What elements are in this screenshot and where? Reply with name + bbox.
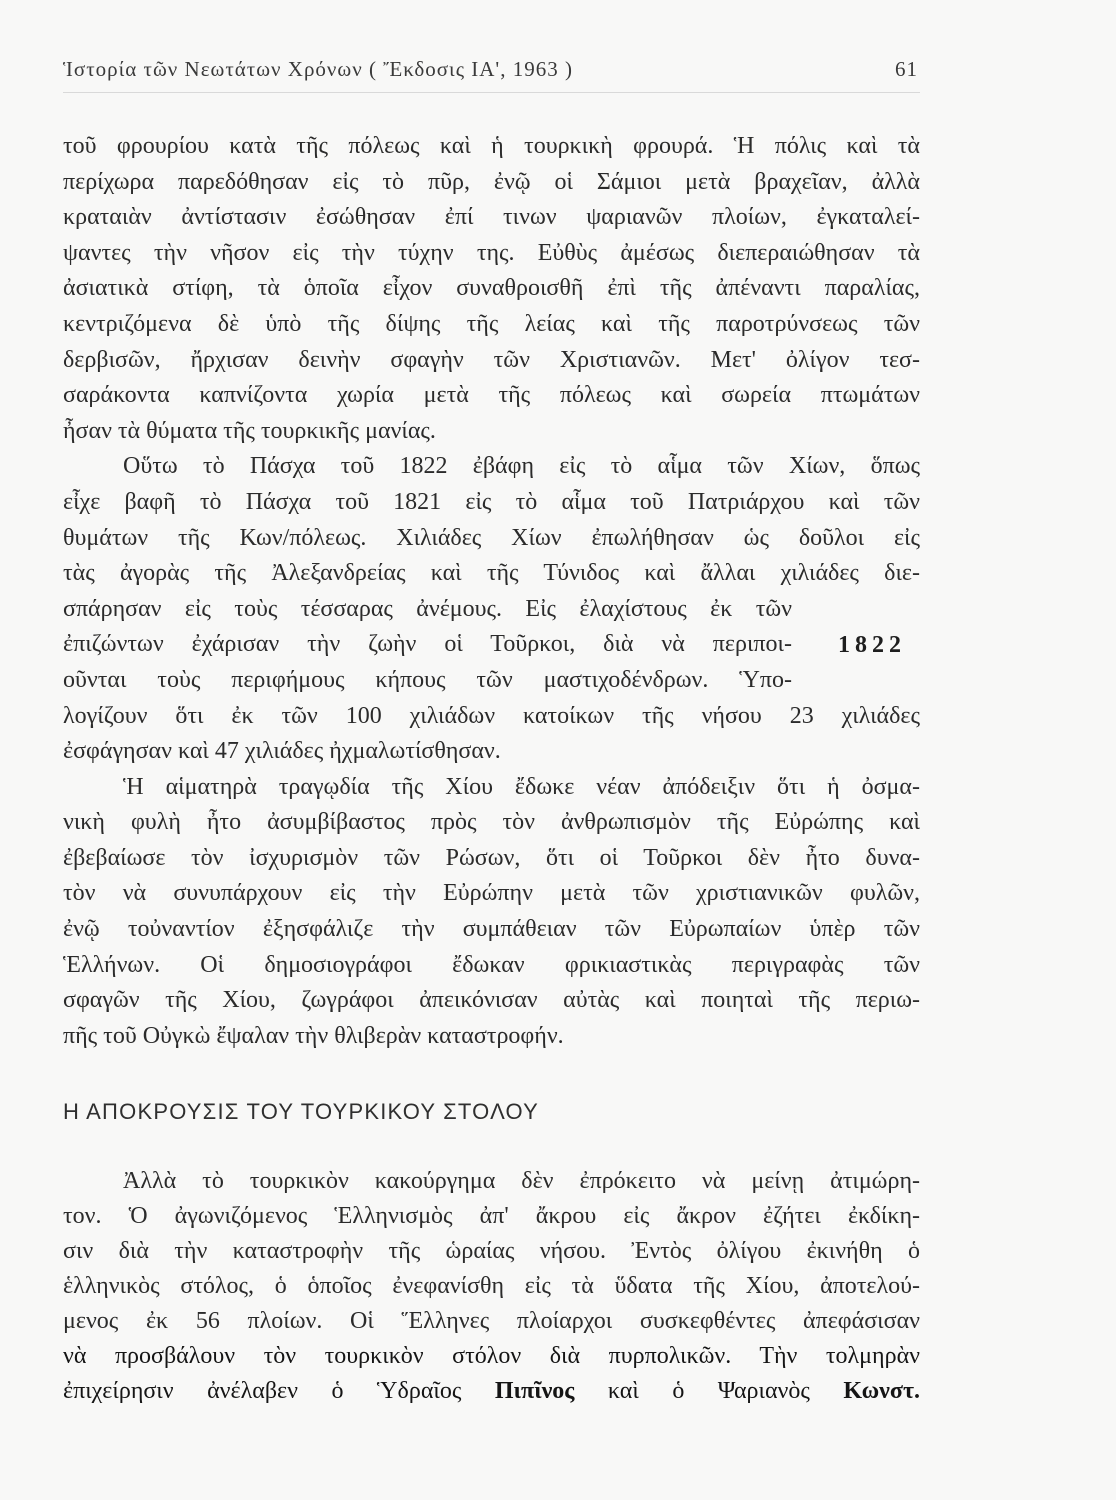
text-line: σφαγῶν τῆς Χίου, ζωγράφοι ἀπεικόνισαν αὐτὰς καὶ ποιηταὶ τῆς περιω- <box>63 987 920 1014</box>
line-middle-text: καὶ ὁ Ψαριανὸς <box>574 1378 844 1404</box>
page-number: 61 <box>895 57 918 81</box>
body-text-section-1 <box>63 129 920 1054</box>
text-line: ἀσιατικὰ στίφη, τὰ ὁποῖα εἶχον συναθροισθῆ ἐπὶ τῆς ἀπέναντι παραλίας, <box>63 275 920 302</box>
text-line: θυμάτων τῆς Κων/πόλεως. Χιλιάδες Χίων ἐπωλήθησαν ὡς δοῦλοι εἰς <box>63 524 920 551</box>
running-head: Ἱστορία τῶν Νεωτάτων Χρόνων ( Ἔκδοσις ΙΑ', 1963 ) <box>63 57 573 81</box>
text-line: πῆς τοῦ Οὐγκὼ ἔψαλαν τὴν θλιβερὰν καταστροφήν. <box>63 1022 564 1049</box>
text-line: κραταιὰν ἀντίστασιν ἐσώθησαν ἐπί τινων ψαριανῶν πλοίων, ἐγκαταλεί- <box>63 204 920 231</box>
text-line: εἶχε βαφῆ τὸ Πάσχα τοῦ 1821 εἰς τὸ αἷμα τοῦ Πατριάρχου καὶ τῶν <box>63 488 920 515</box>
text-line: ἐσφάγησαν καὶ 47 χιλιάδες ἠχμαλωτίσθησαν. <box>63 738 501 765</box>
text-line: νικὴ φυλὴ ἦτο ἀσυμβίβαστος πρὸς τὸν ἀνθρωπισμὸν τῆς Εὐρώπης καὶ <box>63 809 920 836</box>
text-line: τὸν νὰ συνυπάρχουν εἰς τὴν Εὐρώπην μετὰ τῶν χριστιανικῶν φυλῶν, <box>63 880 920 907</box>
text-line: τὰς ἀγορὰς τῆς Ἀλεξανδρείας καὶ τῆς Τύνιδος καὶ ἄλλαι χιλιάδες διε- <box>63 560 920 587</box>
section-heading: Η ΑΠΟΚΡΟΥΣΙΣ ΤΟΥ ΤΟΥΡΚΙΚΟΥ ΣΤΟΛΟΥ <box>63 1099 539 1124</box>
text-line: τον. Ὁ ἀγωνιζόμενος Ἑλληνισμὸς ἀπ' ἄκρου εἰς ἄκρον ἐζήτει ἐκδίκη- <box>63 1203 920 1229</box>
text-line: κεντριζόμενα δὲ ὑπὸ τῆς δίψης τῆς λείας καὶ τῆς παροτρύνσεως τῶν <box>63 310 920 337</box>
text-line: τοῦ φρουρίου κατὰ τῆς πόλεως καὶ ἡ τουρκικὴ φρουρά. Ἡ πόλις καὶ τὰ <box>63 133 920 159</box>
text-line: Οὕτω τὸ Πάσχα τοῦ 1822 ἐβάφη εἰς τὸ αἷμα τῶν Χίων, ὅπως <box>123 453 920 480</box>
text-line: οῦνται τοὺς περιφήμους κήπους τῶν μαστιχοδένδρων. Ὑπο- <box>63 666 792 693</box>
text-line: Ἀλλὰ τὸ τουρκικὸν κακούργημα δὲν ἐπρόκειτο νὰ μείνῃ ἀτιμώρη- <box>123 1168 920 1194</box>
text-line: Ἡ αἱματηρὰ τραγῳδία τῆς Χίου ἔδωκε νέαν ἀπόδειξιν ὅτι ἡ ὀσμα- <box>123 773 920 800</box>
bold-name-konst: Κωνστ. <box>843 1378 920 1404</box>
text-line: μενος ἐκ 56 πλοίων. Οἱ Ἕλληνες πλοίαρχοι συσκεφθέντες ἀπεφάσισαν <box>63 1308 920 1334</box>
text-line-with-names <box>63 1374 920 1409</box>
text-line: σαράκοντα καπνίζοντα χωρία μετὰ τῆς πόλεως καὶ σωρεία πτωμάτων <box>63 382 920 409</box>
text-line: δερβισῶν, ἤρχισαν δεινὴν σφαγὴν τῶν Χριστιανῶν. Μετ' ὀλίγον τεσ- <box>63 346 920 373</box>
bold-name-pipinos: Πιπῖνος <box>494 1378 575 1404</box>
margin-note-year: 1822 <box>838 632 906 658</box>
text-line: ἑλληνικὸς στόλος, ὁ ὁποῖος ἐνεφανίσθη εἰς τὰ ὕδατα τῆς Χίου, ἀποτελού- <box>63 1273 920 1299</box>
text-line: σπάρησαν εἰς τοὺς τέσσαρας ἀνέμους. Εἰς ἐλαχίστους ἐκ τῶν <box>63 595 792 622</box>
text-line: νὰ προσβάλουν τὸν τουρκικὸν στόλον διὰ πυρπολικῶν. Τὴν τολμηρὰν <box>63 1343 920 1369</box>
text-line: λογίζουν ὅτι ἐκ τῶν 100 χιλιάδων κατοίκων τῆς νήσου 23 χιλιάδες <box>63 702 920 729</box>
text-line: ἐβεβαίωσε τὸν ἰσχυρισμὸν τῶν Ρώσων, ὅτι οἱ Τοῦρκοι δὲν ἦτο δυνα- <box>63 844 920 871</box>
text-line: σιν διὰ τὴν καταστροφὴν τῆς ὡραίας νήσου. Ἐντὸς ὀλίγου ἐκινήθη ὁ <box>63 1238 920 1264</box>
text-line: ψαντες τὴν νῆσον εἰς τὴν τύχην της. Εὐθὺς ἀμέσως διεπεραιώθησαν τὰ <box>63 239 920 266</box>
text-line: περίχωρα παρεδόθησαν εἰς τὸ πῦρ, ἐνῷ οἱ Σάμιοι μετὰ βραχεῖαν, ἀλλὰ <box>63 168 920 195</box>
text-line: ἐπιζώντων ἐχάρισαν τὴν ζωὴν οἱ Τοῦρκοι, διὰ νὰ περιποι- <box>63 631 792 658</box>
text-line: Ἑλλήνων. Οἱ δημοσιογράφοι ἔδωκαν φρικιαστικὰς περιγραφὰς τῶν <box>63 951 920 978</box>
text-line: ἦσαν τὰ θύματα τῆς τουρκικῆς μανίας. <box>63 417 436 444</box>
text-line: ἐνῷ τοὐναντίον ἐξησφάλιζε τὴν συμπάθειαν τῶν Εὐρωπαίων ὑπὲρ τῶν <box>63 916 920 943</box>
line-lead-text: ἐπιχείρησιν ἀνέλαβεν ὁ Ὑδραῖος <box>63 1378 495 1404</box>
header-rule <box>63 92 920 93</box>
body-text-section-2 <box>63 1164 920 1409</box>
